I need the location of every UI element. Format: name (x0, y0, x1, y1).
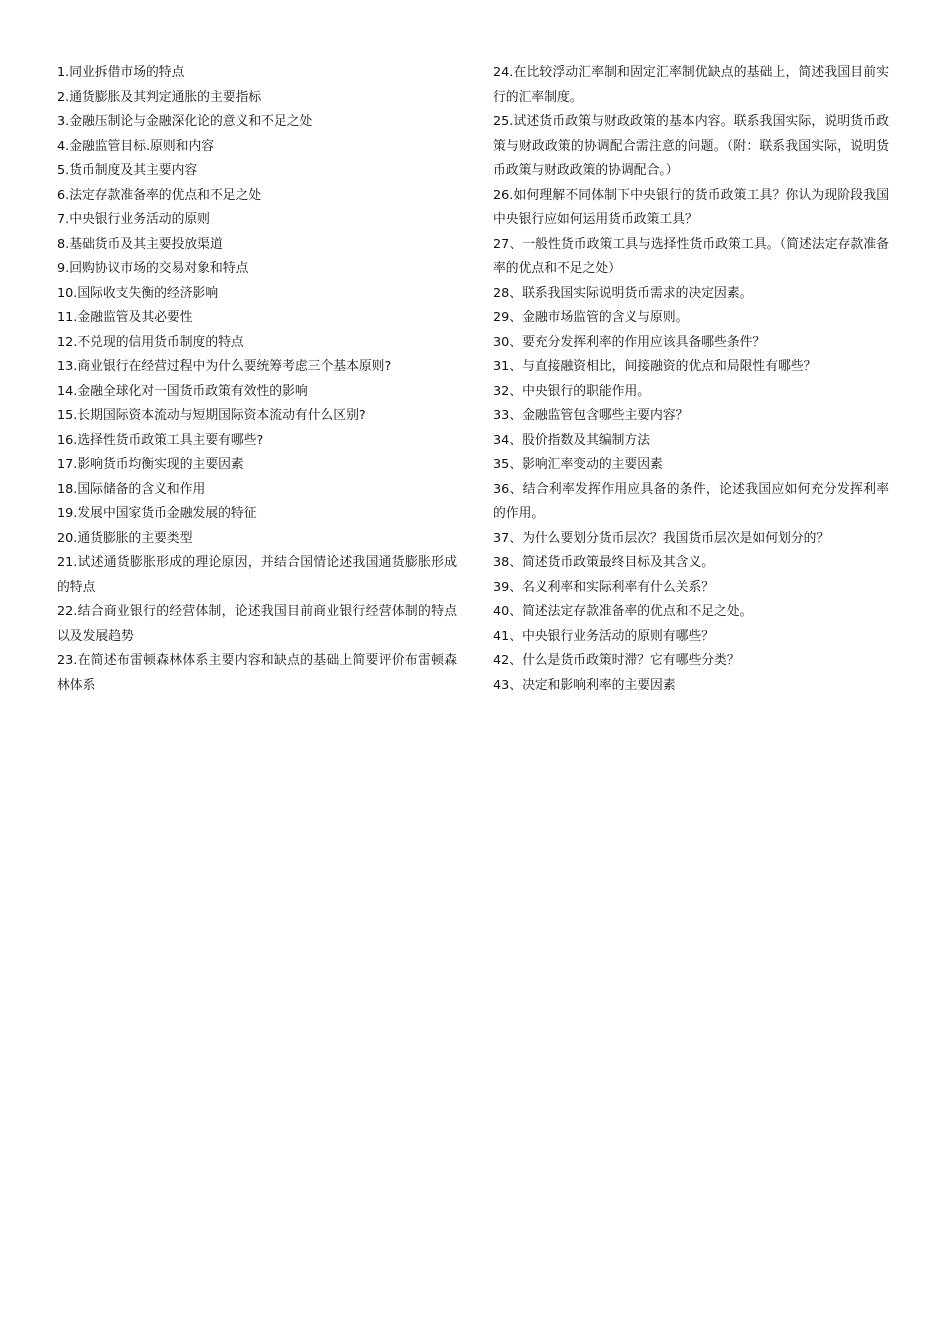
question-item: 7.中央银行业务活动的原则 (57, 212, 210, 227)
question-item: 4.金融监管目标.原则和内容 (57, 138, 215, 154)
question-item: 16.选择性货币政策工具主要有哪些? (57, 432, 264, 448)
question-item: 24.在比较浮动汇率制和固定汇率制优缺点的基础上，简述我国目前实行的汇率制度。 (493, 65, 889, 105)
question-item: 41、中央银行业务活动的原则有哪些？ (493, 628, 715, 644)
question-item: 30、要充分发挥利率的作用应该具备哪些条件？ (493, 334, 766, 350)
question-item: 17.影响货币均衡实现的主要因素 (57, 457, 244, 472)
question-item: 29、金融市场监管的含义与原则。 (493, 310, 689, 325)
question-item: 6.法定存款准备率的优点和不足之处 (57, 187, 262, 203)
question-item: 34、股价指数及其编制方法 (493, 432, 651, 448)
question-item: 10.国际收支失衡的经济影响 (57, 285, 219, 301)
question-item: 11.金融监管及其必要性 (57, 310, 193, 325)
question-item: 40、简述法定存款准备率的优点和不足之处。 (493, 604, 753, 619)
question-item: 15.长期国际资本流动与短期国际资本流动有什么区别? (57, 408, 366, 423)
question-item: 37、为什么要划分货币层次？我国货币层次是如何划分的？ (493, 530, 830, 546)
question-item: 14.金融全球化对一国货币政策有效性的影响 (57, 383, 308, 399)
question-item: 26.如何理解不同体制下中央银行的货币政策工具？你认为现阶段我国中央银行应如何运用货币政策工具？ (493, 187, 889, 227)
question-item: 8.基础货币及其主要投放渠道 (57, 236, 223, 252)
question-item: 42、什么是货币政策时滞？它有哪些分类？ (493, 653, 740, 668)
question-item: 18.国际储备的含义和作用 (57, 481, 206, 497)
question-list-left (57, 61, 457, 698)
question-item: 28、联系我国实际说明货币需求的决定因素。 (493, 285, 753, 301)
question-item: 36、结合利率发挥作用应具备的条件，论述我国应如何充分发挥利率的作用。 (493, 481, 889, 521)
question-item: 31、与直接融资相比，间接融资的优点和局限性有哪些？ (493, 359, 817, 374)
question-item: 38、简述货币政策最终目标及其含义。 (493, 555, 715, 570)
question-item: 25.试述货币政策与财政政策的基本内容。联系我国实际，说明货币政策与财政政策的协调配合需注意的问题。（附：联系我国实际，说明货币政策与财政政策的协调配合。） (493, 114, 889, 178)
question-item: 12.不兑现的信用货币制度的特点 (57, 334, 244, 350)
question-item: 32、中央银行的职能作用。 (493, 383, 651, 399)
question-item: 27、一般性货币政策工具与选择性货币政策工具。（简述法定存款准备率的优点和不足之处） (493, 236, 889, 276)
question-item: 43、决定和影响利率的主要因素 (493, 677, 676, 693)
question-item: 39、名义利率和实际利率有什么关系？ (493, 579, 715, 595)
question-item: 23.在简述布雷顿森林体系主要内容和缺点的基础上简要评价布雷顿森林体系 (57, 653, 457, 693)
question-item: 33、金融监管包含哪些主要内容？ (493, 408, 689, 423)
question-item: 9.回购协议市场的交易对象和特点 (57, 261, 249, 276)
question-item: 19.发展中国家货币金融发展的特征 (57, 506, 257, 521)
question-item: 22.结合商业银行的经营体制，论述我国目前商业银行经营体制的特点以及发展趋势 (57, 604, 457, 644)
question-item: 35、影响汇率变动的主要因素 (493, 457, 663, 472)
question-item: 1.同业拆借市场的特点 (57, 65, 185, 80)
question-item: 13.商业银行在经营过程中为什么要统筹考虑三个基本原则? (57, 359, 392, 374)
question-item: 21.试述通货膨胀形成的理论原因，并结合国情论述我国通货膨胀形成的特点 (57, 555, 457, 595)
question-list-right (493, 61, 889, 698)
question-item: 3.金融压制论与金融深化论的意义和不足之处 (57, 114, 313, 129)
question-item: 5.货币制度及其主要内容 (57, 163, 198, 178)
question-item: 20.通货膨胀的主要类型 (57, 530, 193, 546)
question-item: 2.通货膨胀及其判定通胀的主要指标 (57, 89, 262, 105)
